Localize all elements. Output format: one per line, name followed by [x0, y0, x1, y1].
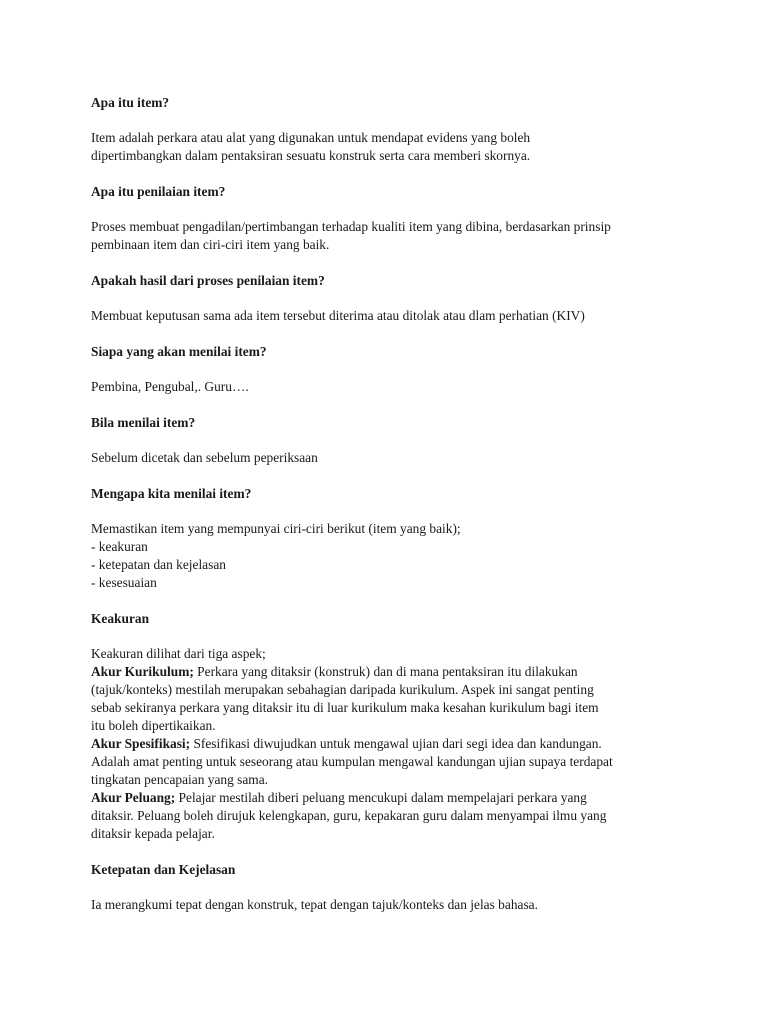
section-heading: Apa itu penilaian item? — [91, 184, 226, 199]
section-heading: Apa itu item? — [91, 95, 170, 110]
ketepatan-paragraph — [91, 896, 708, 914]
section-heading-keakuran: Keakuran — [91, 611, 150, 626]
aspect-kurikulum-line — [91, 663, 708, 681]
section-heading: Mengapa kita menilai item? — [91, 486, 252, 501]
aspect-term: Akur Peluang; — [91, 790, 176, 805]
paragraph-line: Proses membuat pengadilan/pertimbangan terhadap kualiti item yang dibina, berdasarkan prinsip — [91, 219, 611, 234]
aspect-spesifikasi-line — [91, 735, 708, 753]
paragraph-line: tingkatan pencapaian yang sama. — [91, 772, 268, 787]
section-heading: Siapa yang akan menilai item? — [91, 344, 267, 359]
section-paragraph — [91, 520, 708, 592]
keakuran-paragraph — [91, 645, 708, 843]
section-paragraph — [91, 307, 708, 325]
section-heading-ketepatan: Ketepatan dan Kejelasan — [91, 862, 236, 877]
paragraph-line: Memastikan item yang mempunyai ciri-ciri berikut (item yang baik); — [91, 521, 461, 536]
list-item: - ketepatan dan kejelasan — [91, 557, 226, 572]
keakuran-intro: Keakuran dilihat dari tiga aspek; — [91, 646, 266, 661]
list-item: - keakuran — [91, 539, 148, 554]
paragraph-line: Pembina, Pengubal,. Guru…. — [91, 379, 249, 394]
aspect-term: Akur Spesifikasi; — [91, 736, 191, 751]
paragraph-line: (tajuk/konteks) mestilah merupakan sebahagian daripada kurikulum. Aspek ini sangat penting — [91, 682, 594, 697]
aspect-term: Akur Kurikulum; — [91, 664, 194, 679]
paragraph-line: pembinaan item dan ciri-ciri item yang baik. — [91, 237, 330, 252]
paragraph-line: Item adalah perkara atau alat yang digunakan untuk mendapat evidens yang boleh — [91, 130, 531, 145]
section-heading: Bila menilai item? — [91, 415, 196, 430]
paragraph-line: ditaksir kepada pelajar. — [91, 826, 215, 841]
aspect-text: Sfesifikasi diwujudkan untuk mengawal ujian dari segi idea dan kandungan. — [190, 736, 602, 751]
section-paragraph — [91, 449, 708, 467]
paragraph-line: ditaksir. Peluang boleh dirujuk kelengkapan, guru, kepakaran guru dalam menyampai ilmu yang — [91, 808, 607, 823]
section-paragraph — [91, 218, 708, 254]
paragraph-line: Sebelum dicetak dan sebelum peperiksaan — [91, 450, 318, 465]
paragraph-line: sebab sekiranya perkara yang ditaksir itu di luar kurikulum maka kesahan kurikulum bagi item — [91, 700, 599, 715]
paragraph-line: itu boleh dipertikaikan. — [91, 718, 216, 733]
paragraph-line: Ia merangkumi tepat dengan konstruk, tepat dengan tajuk/konteks dan jelas bahasa. — [91, 897, 538, 912]
section-paragraph — [91, 378, 708, 396]
aspect-peluang-line — [91, 789, 708, 807]
paragraph-line: dipertimbangkan dalam pentaksiran sesuatu konstruk serta cara memberi skornya. — [91, 148, 531, 163]
paragraph-line: Membuat keputusan sama ada item tersebut diterima atau ditolak atau dlam perhatian (KIV) — [91, 308, 585, 323]
section-paragraph — [91, 129, 708, 165]
list-item: - kesesuaian — [91, 575, 157, 590]
aspect-text: Perkara yang ditaksir (konstruk) dan di mana pentaksiran itu dilakukan — [193, 664, 578, 679]
section-heading: Apakah hasil dari proses penilaian item? — [91, 273, 325, 288]
aspect-text: Pelajar mestilah diberi peluang mencukupi dalam mempelajari perkara yang — [175, 790, 587, 805]
paragraph-line: Adalah amat penting untuk seseorang atau kumpulan mengawal kandungan ujian supaya terdapat — [91, 754, 613, 769]
